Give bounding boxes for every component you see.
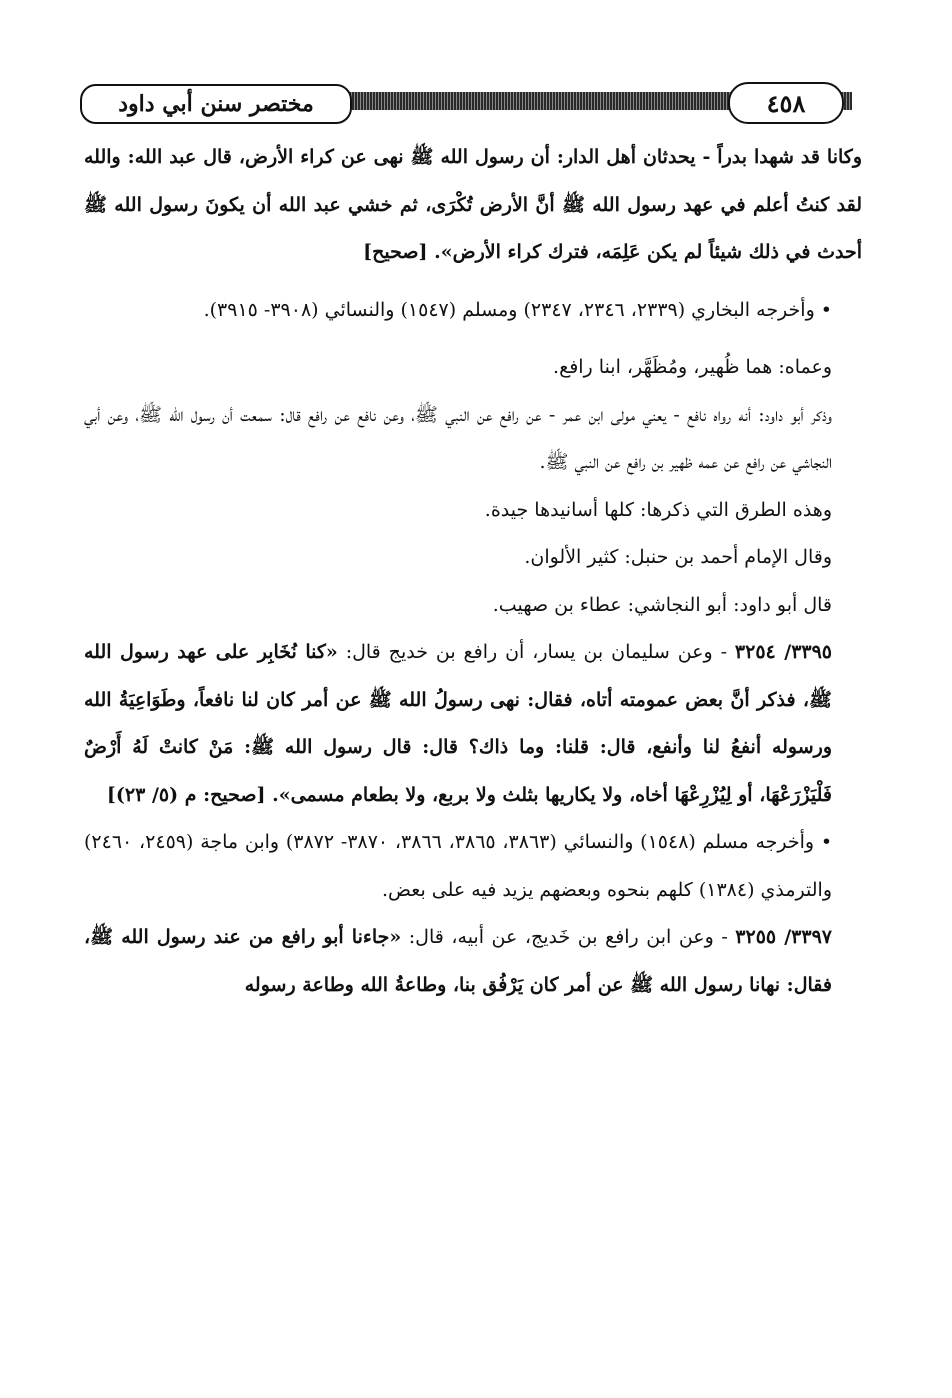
hadith-number: ٣٣٩٧/ ٣٢٥٥ bbox=[735, 926, 832, 948]
hadith-intro: - وعن ابن رافع بن خَديج، عن أبيه، قال: bbox=[401, 926, 736, 948]
hadith-paragraph bbox=[84, 914, 862, 1009]
page-header bbox=[80, 84, 852, 124]
hadith-intro: - وعن سليمان بن يسار، أن رافع بن خديج قال: bbox=[337, 641, 735, 663]
paragraph: وهذه الطرق التي ذكرها: كلها أسانيدها جيدة. bbox=[484, 498, 832, 521]
hadith-text: «جاءنا أبو رافع من عند رسول الله ﷺ، فقال: نهانا رسول الله ﷺ عن أمر كان يَرْفُق بنا، وطاعةُ الله وطاعة رسوله bbox=[84, 926, 832, 996]
page-body bbox=[84, 134, 862, 1009]
paragraph: قال أبو داود: أبو النجاشي: عطاء بن صهيب. bbox=[492, 593, 832, 616]
paragraph: وعماه: هما ظُهير، ومُظَهَّر، ابنا رافع. bbox=[553, 356, 832, 378]
hadith-paragraph bbox=[84, 629, 862, 819]
hadith-number: ٣٣٩٥/ ٣٢٥٤ bbox=[734, 641, 833, 663]
book-title: مختصر سنن أبي داود bbox=[80, 84, 352, 124]
page-number: ٤٥٨ bbox=[728, 82, 844, 124]
paragraph: وقال الإمام أحمد بن حنبل: كثير الألوان. bbox=[524, 546, 832, 568]
hadith-text: «كنا نُخَابِر على عهد رسول الله ﷺ، فذكر أنَّ بعض عمومته أتاه، فقال: نهى رسولُ الله ﷺ عن أمر كان لنا نافعاً، وطَوَاعِيَةُ الله ورسوله أنفعُ لنا وأنفع، قال: قلنا: وما ذاك؟ قال: قال رسول الله ﷺ: مَنْ كانتْ لَهُ أَرْضٌ فَلْيَزْرَعْهَا، أو لِيُزْرِعْهَا أخاه، ولا يكاريها بثلث ولا بربع، ولا بطعام مسمى». [صحيح: م (٥/ ٢٣)] bbox=[84, 641, 832, 806]
paragraph: • وأخرجه مسلم (١٥٤٨) والنسائي (٣٨٦٣، ٣٨٦٥، ٣٨٦٦، ٣٨٧٠- ٣٨٧٢) وابن ماجة (٢٤٥٩، ٢٤٦٠) والترمذي (١٣٨٤) كلهم بنحوه وبعضهم يزيد فيه على بعض. bbox=[84, 831, 833, 901]
paragraph: وكانا قد شهدا بدراً - يحدثان أهل الدار: أن رسول الله ﷺ نهى عن كراء الأرض، قال عبد الله: والله لقد كنتُ أعلم في عهد رسول الله ﷺ أنَّ الأرض تُكْرَى، ثم خشي عبد الله أن يكونَ رسول الله ﷺ أحدث في ذلك شيئاً لم يكن عَلِمَه، فترك كراء الأرض». [صحيح] bbox=[84, 146, 862, 263]
paragraph: • وأخرجه البخاري (٢٣٣٩، ٢٣٤٦، ٢٣٤٧) ومسلم (١٥٤٧) والنسائي (٣٩٠٨- ٣٩١٥). bbox=[203, 298, 832, 321]
paragraph: وذكر أبو داود: أنه رواه نافع - يعني مولى ابن عمر - عن رافع عن النبي ﷺ، وعن نافع عن رافع قال: سمعت أن رسول الله ﷺ، وعن أبي النجاشي عن رافع عن عمه ظهير بن رافع عن النبي ﷺ. bbox=[84, 403, 832, 473]
